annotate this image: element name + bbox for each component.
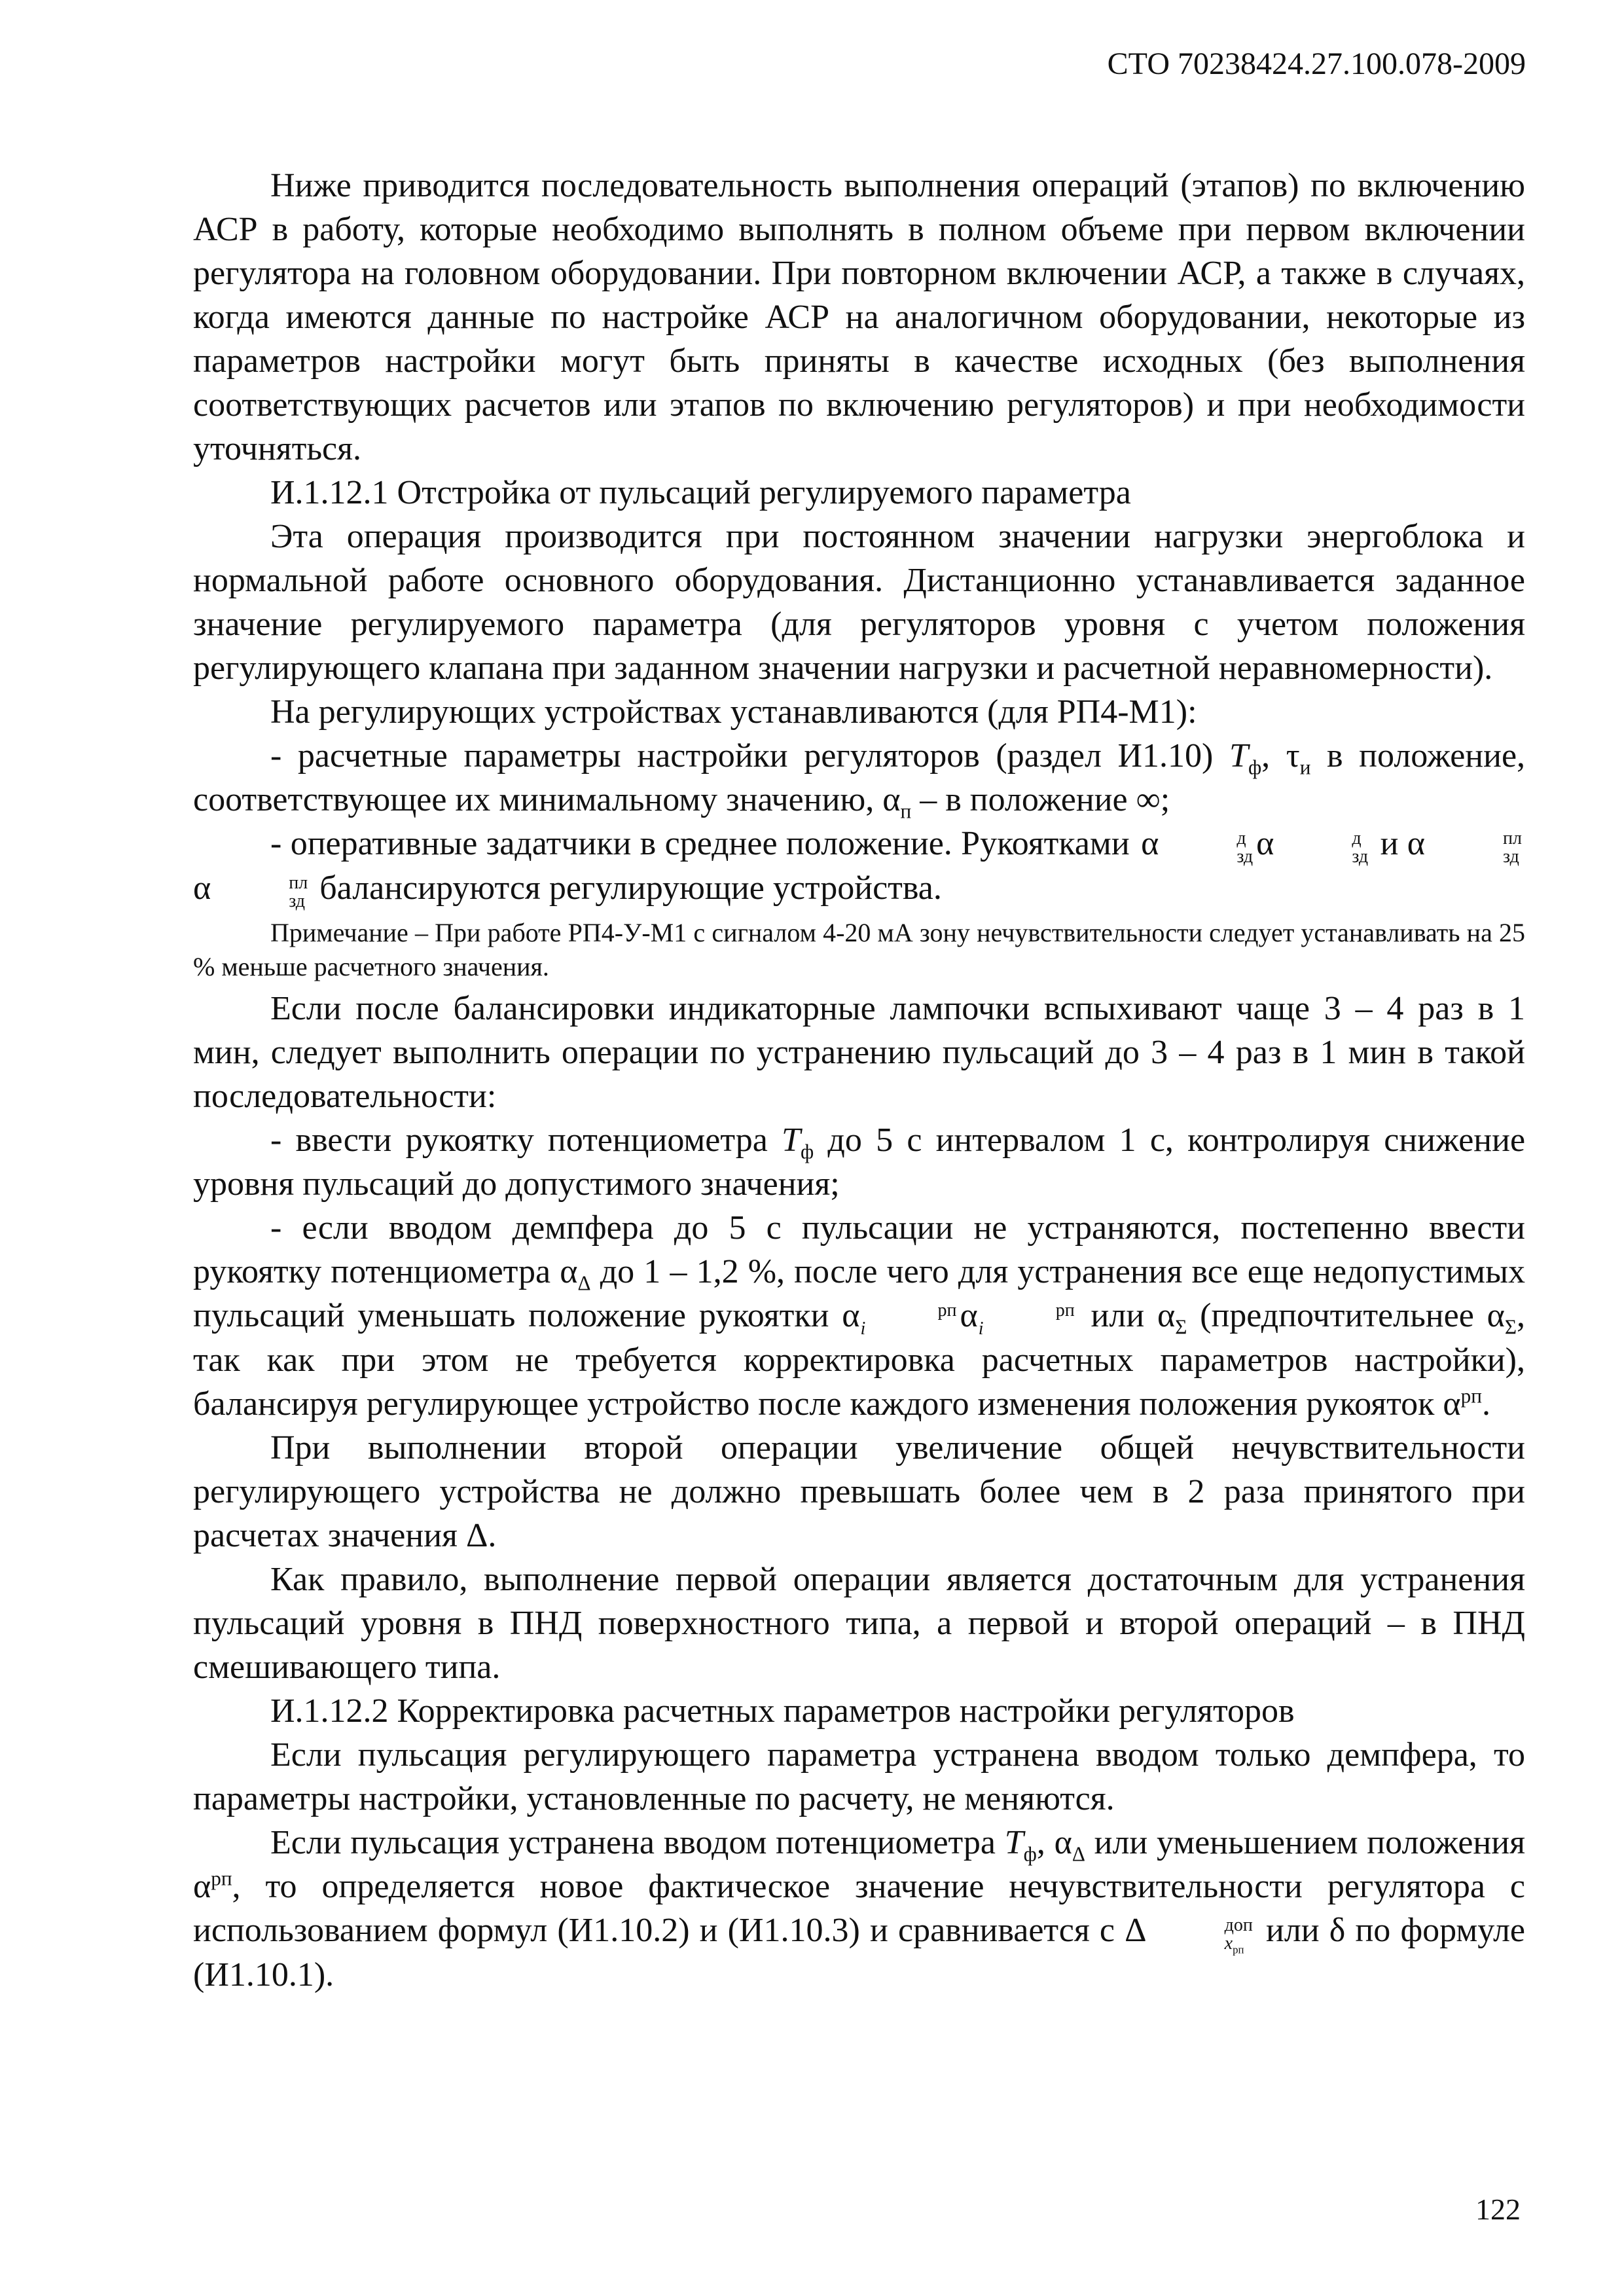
paragraph-operation: Эта операция производится при постоянном значении нагрузки энергоблока и нормальной работе основного оборудования. Дистанционно устанавливается заданное значение регулируемого параметра (для регуляторов уровня с учетом положения регулирующего клапана при заданном значении нагрузки и расчетной неравномерности). — [193, 518, 1525, 687]
section-heading-1: И.1.12.1 Отстройка от пульсаций регулируемого параметра — [270, 474, 1131, 511]
note-paragraph: Примечание – При работе РП4-У-М1 с сигналом 4-20 мА зону нечувствительности следует устанавливать на 25 % меньше расчетного значения. — [193, 918, 1525, 981]
document-code: СТО 70238424.27.100.078-2009 — [1107, 46, 1526, 81]
section-heading-2: И.1.12.2 Корректировка расчетных параметров настройки регуляторов — [270, 1692, 1295, 1730]
paragraph-damper-only: Если пульсация регулирующего параметра устранена вводом только демпфера, то параметры настройки, установленные по расчету, не меняются. — [193, 1736, 1525, 1817]
paragraph-pulsations: Если после балансировки индикаторные лампочки вспыхивают чаще 3 – 4 раз в 1 мин, следует выполнить операции по устранению пульсаций до 3 – 4 раз в 1 мин в такой последовательности: — [193, 990, 1525, 1115]
bullet-setpoints: - оперативные задатчики в среднее положение. Рукоятками α д зд α д зд и α пл зд α пл зд балансируются регулирующие устройства. — [193, 825, 1523, 911]
bullet-damper: - если вводом демпфера до 5 с пульсации не устраняются, постепенно ввести рукоятку потенциометра $\alpha_\Delta$ до 1 – 1,2 %, после чего для устранения все еще недопустимых пульсаций уменьшать положение рукоятки α рп i α рп i или $\alpha_\Sigma$ (предпочтительнее $\alpha_\Sigma$, так как при этом не требуется корректировка расчетных параметров настройки), балансируя регулирующее устройство после каждого изменения положения рукояток $\alpha^{рп}$. — [193, 1209, 1526, 1423]
bullet-potentiometer: - ввести рукоятку потенциометра $T_ф$ до 5 с интервалом 1 с, контролируя снижение уровня пульсаций до допустимого значения; — [193, 1121, 1526, 1203]
paragraph-devices: На регулирующих устройствах устанавливаются (для РП4-М1): — [270, 693, 1197, 731]
paragraph-rule: Как правило, выполнение первой операции является достаточным для устранения пульсаций уровня в ПНД поверхностного типа, а первой и второй операций – в ПНД смешивающего типа. — [193, 1561, 1525, 1686]
intro-paragraph: Ниже приводится последовательность выполнения операций (этапов) по включению АСР в работу, которые необходимо выполнять в полном объеме при первом включении регулятора на головном оборудовании. При повторном включении АСР, а также в случаях, когда имеются данные по настройке АСР на аналогичном оборудовании, некоторые из параметров настройки могут быть приняты в качестве исходных (без выполнения соответствующих расчетов или этапов по включению регуляторов) и при необходимости уточняться. — [193, 167, 1525, 467]
page-body — [193, 164, 1525, 1997]
bullet-settings: - расчетные параметры настройки регуляторов (раздел И1.10) $T_ф$, $\tau_и$ в положение, соответствующее их минимальному значению, $\alpha_п$ – в положение ∞; — [193, 737, 1526, 823]
page-number: 122 — [1475, 2193, 1521, 2226]
paragraph-correction: Если пульсация устранена вводом потенциометра $T_ф$, $\alpha_\Delta$ или уменьшением положения $\alpha^{рп}$, то определяется новое фактическое значение нечувствительности регулятора с использованием формул (И1.10.2) и (И1.10.3) и сравнивается с Δ доп $x_{рп}$ или δ по формуле (И1.10.1). — [193, 1824, 1526, 1994]
paragraph-second-operation: При выполнении второй операции увеличение общей нечувствительности регулирующего устройства не должно превышать более чем в 2 раза принятого при расчетах значения Δ. — [193, 1429, 1525, 1554]
